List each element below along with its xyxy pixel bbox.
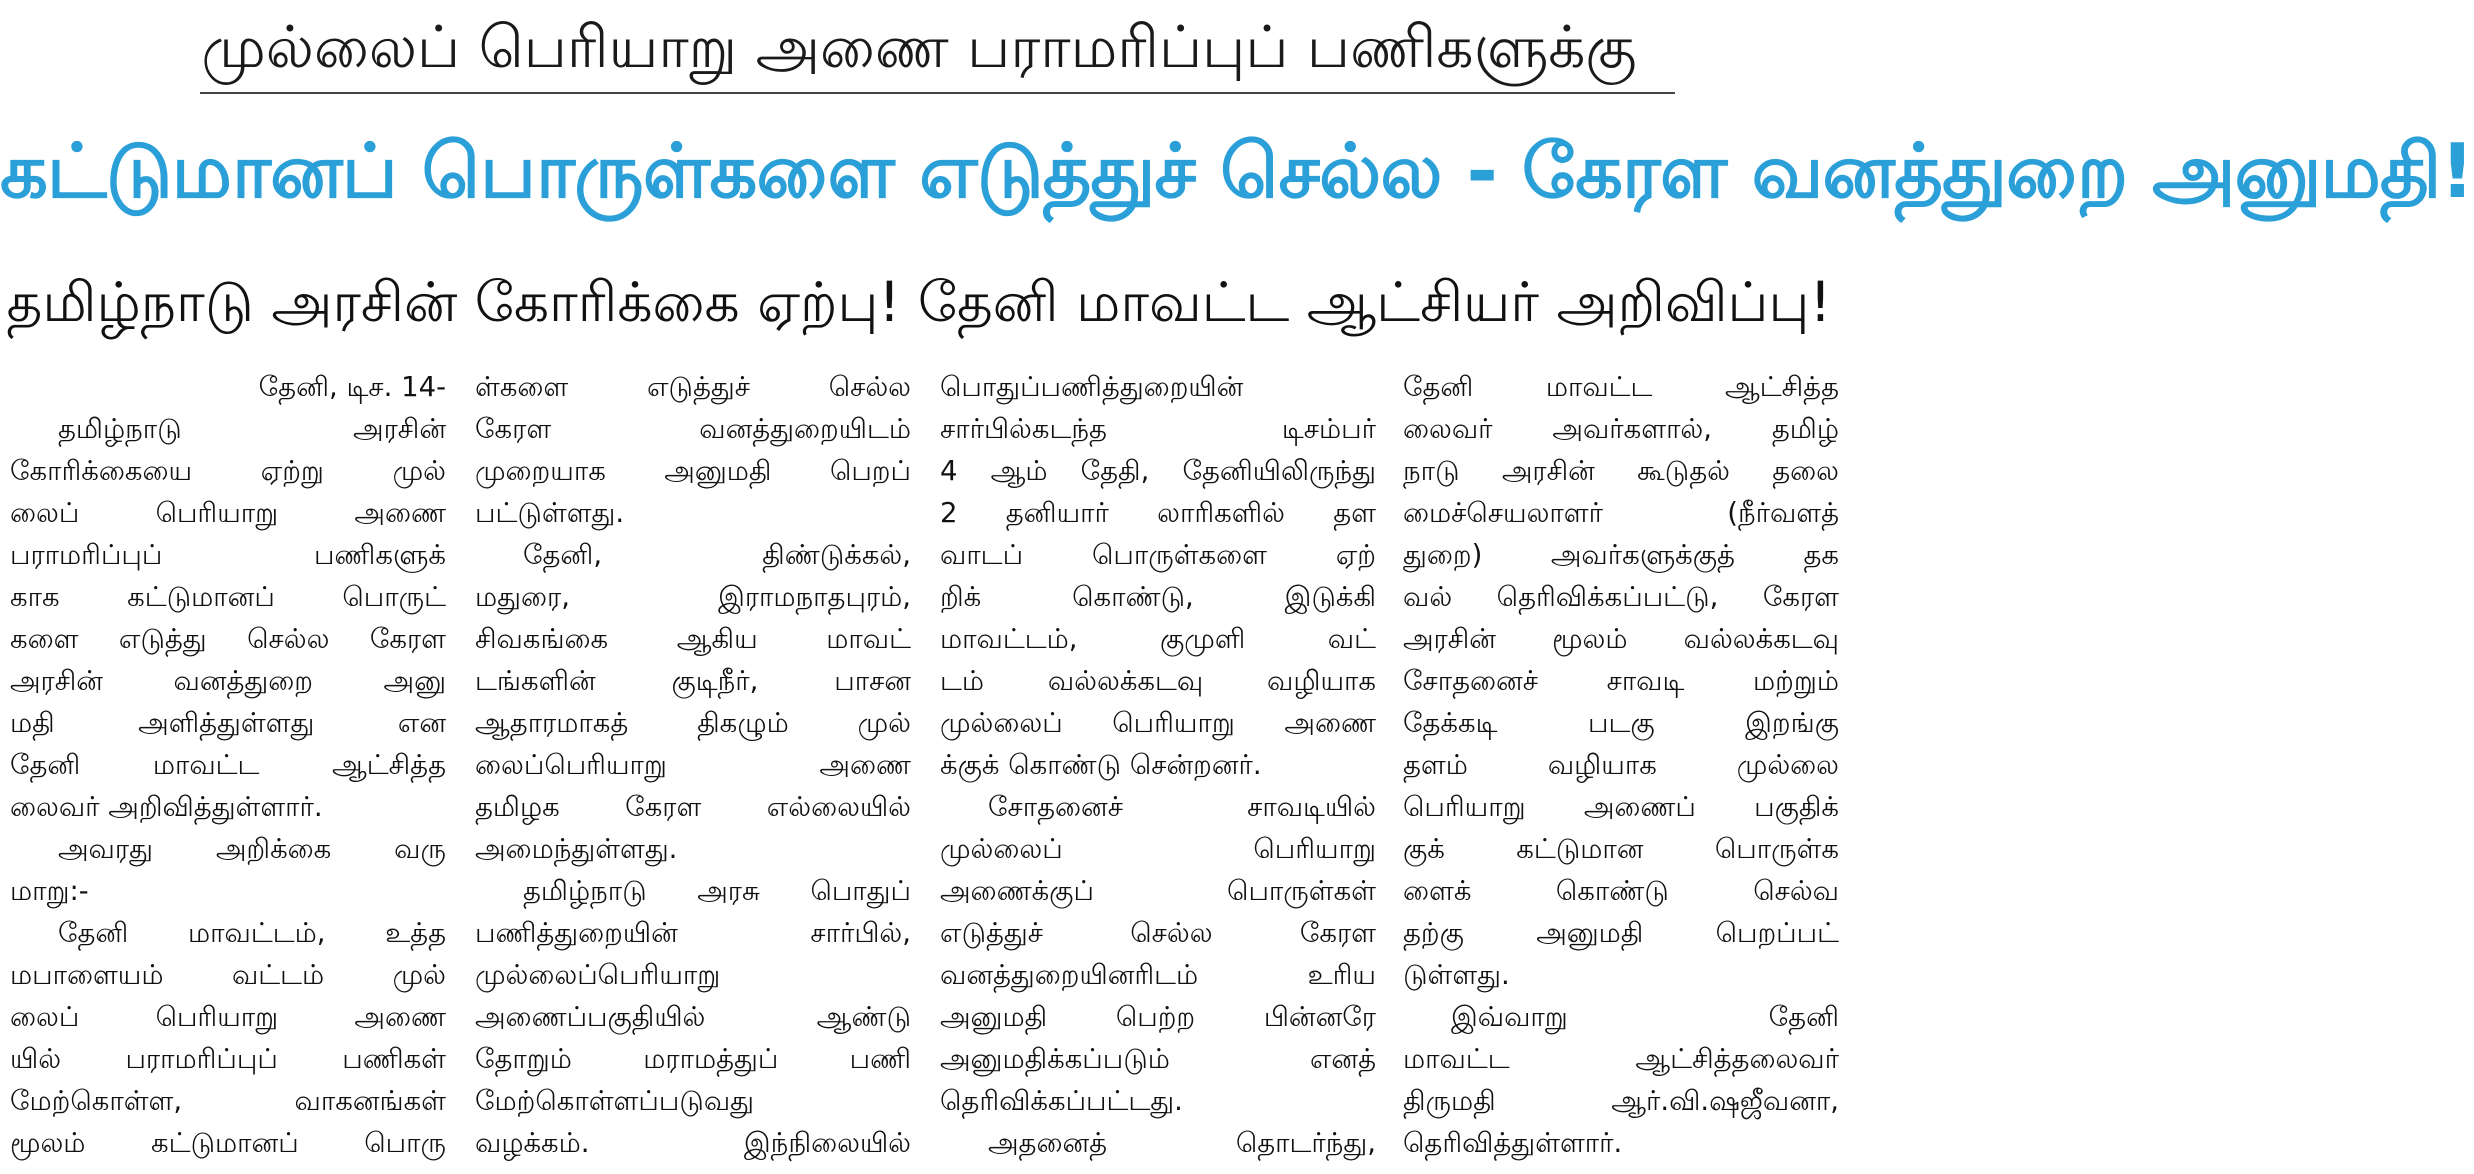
- column-line: அவரது அறிக்கை வரு: [58, 833, 446, 865]
- column-line: வாடப் பொருள்களை ஏற்: [940, 539, 1376, 571]
- column-line: அணைப்பகுதியில் ஆண்டு: [475, 1001, 911, 1033]
- article-kicker: முல்லைப் பெரியாறு அணை பராமரிப்புப் பணிகளுக்கு: [201, 13, 1637, 81]
- column-line: வனத்துறையினரிடம் உரிய: [940, 959, 1376, 991]
- column-line: பராமரிப்புப் பணிகளுக்: [10, 539, 446, 571]
- column-line: எடுத்துச் செல்ல கேரள: [940, 917, 1376, 949]
- column-line: முல்லைப் பெரியாறு அணை: [940, 707, 1376, 739]
- column-line: சோதனைச் சாவடி மற்றும்: [1403, 665, 1839, 697]
- column-line: அதனைத் தொடர்ந்து,: [988, 1127, 1376, 1159]
- column-line: லைப் பெரியாறு அணை: [10, 1001, 446, 1033]
- kicker-divider: [200, 92, 1675, 94]
- column-line: சார்பில்கடந்த டிசம்பர்: [940, 413, 1376, 445]
- column-line: மேற்கொள்ள, வாகனங்கள்: [10, 1085, 446, 1117]
- column-line: டுள்ளது.: [1403, 959, 1510, 991]
- column-line: சோதனைச் சாவடியில்: [988, 791, 1376, 823]
- column-line: திருமதி ஆர்.வி.ஷஜீவனா,: [1403, 1085, 1839, 1117]
- column-line: முல்லைப் பெரியாறு: [940, 833, 1376, 865]
- article-column-3: [940, 366, 1376, 1174]
- article-subhead: தமிழ்நாடு அரசின் கோரிக்கை ஏற்பு! தேனி மாவட்ட ஆட்சியர் அறிவிப்பு!: [6, 270, 1832, 334]
- column-line: தேக்கடி படகு இறங்கு: [1403, 707, 1839, 739]
- column-line: றிக் கொண்டு, இடுக்கி: [940, 581, 1376, 613]
- article-column-4: [1403, 366, 1839, 1174]
- column-line: அனுமதிக்கப்படும் எனத்: [940, 1043, 1376, 1075]
- column-line: குக் கட்டுமான பொருள்க: [1403, 833, 1839, 865]
- column-line: களை எடுத்து செல்ல கேரள: [10, 623, 446, 655]
- column-line: மபாளையம் வட்டம் முல்: [10, 959, 446, 991]
- column-line: தமிழ்நாடு அரசு பொதுப்: [523, 875, 911, 907]
- column-line: பெரியாறு அணைப் பகுதிக்: [1403, 791, 1839, 823]
- column-line: இவ்வாறு தேனி: [1451, 1001, 1839, 1033]
- column-line: சிவகங்கை ஆகிய மாவட்: [475, 623, 911, 655]
- column-line: தற்கு அனுமதி பெறப்பட்: [1403, 917, 1839, 949]
- column-line: டம் வல்லக்கடவு வழியாக: [940, 665, 1376, 697]
- column-line: மாவட்ட ஆட்சித்தலைவர்: [1403, 1043, 1839, 1075]
- column-line: ளைக் கொண்டு செல்வ: [1403, 875, 1839, 907]
- column-line: மதுரை, இராமநாதபுரம்,: [475, 581, 911, 613]
- column-line: அணைக்குப் பொருள்கள்: [940, 875, 1376, 907]
- column-line: காக கட்டுமானப் பொருட்: [10, 581, 446, 613]
- column-line: அனுமதி பெற்ற பின்னரே: [940, 1001, 1376, 1033]
- column-line: பணித்துறையின் சார்பில்,: [475, 917, 911, 949]
- column-line: கோரிக்கையை ஏற்று முல்: [10, 455, 446, 487]
- column-line: மூலம் கட்டுமானப் பொரு: [10, 1127, 446, 1159]
- column-line: தளம் வழியாக முல்லை: [1403, 749, 1839, 781]
- column-line: லைவர் அவர்களால், தமிழ்: [1403, 413, 1839, 445]
- column-line: முல்லைப்பெரியாறு: [475, 959, 721, 991]
- column-line: துறை) அவர்களுக்குத் தக: [1403, 539, 1839, 571]
- column-line: க்குக் கொண்டு சென்றனர்.: [940, 749, 1262, 781]
- column-line: டங்களின் குடிநீர், பாசன: [475, 665, 911, 697]
- column-line: தேனி மாவட்ட ஆட்சித்த: [10, 749, 446, 781]
- article-headline: கட்டுமானப் பொருள்களை எடுத்துச் செல்ல - கேரள வனத்துறை அனுமதி!: [0, 127, 2474, 215]
- column-line: மைச்செயலாளர் (நீர்வளத்: [1403, 497, 1839, 529]
- column-line: வல் தெரிவிக்கப்பட்டு, கேரள: [1403, 581, 1839, 613]
- column-line: லைப் பெரியாறு அணை: [10, 497, 446, 529]
- column-line: நாடு அரசின் கூடுதல் தலை: [1403, 455, 1839, 487]
- column-line: அரசின் வனத்துறை அனு: [10, 665, 446, 697]
- column-line: தேனி மாவட்ட ஆட்சித்த: [1403, 371, 1839, 403]
- column-line: முறையாக அனுமதி பெறப்: [475, 455, 911, 487]
- column-line: மாறு:-: [10, 875, 89, 907]
- column-line: தோறும் மராமத்துப் பணி: [475, 1043, 911, 1075]
- column-line: தெரிவிக்கப்பட்டது.: [940, 1085, 1183, 1117]
- column-line: மாவட்டம், குமுளி வட்: [940, 623, 1376, 655]
- article-column-2: [475, 366, 911, 1174]
- column-line: ஆதாரமாகத் திகழும் முல்: [475, 707, 911, 739]
- column-line: லைவர் அறிவித்துள்ளார்.: [10, 791, 323, 823]
- column-line: பட்டுள்ளது.: [475, 497, 625, 529]
- column-line: அமைந்துள்ளது.: [475, 833, 678, 865]
- column-line: தேனி, திண்டுக்கல்,: [523, 539, 911, 571]
- column-line: கேரள வனத்துறையிடம்: [475, 413, 911, 445]
- column-line: தெரிவித்துள்ளார்.: [1403, 1127, 1623, 1159]
- column-line: அரசின் மூலம் வல்லக்கடவு: [1403, 623, 1839, 655]
- column-line: பொதுப்பணித்துறையின்: [940, 371, 1244, 403]
- column-line: தமிழ்நாடு அரசின்: [58, 413, 446, 445]
- column-line: மதி அளித்துள்ளது என: [10, 707, 446, 739]
- column-line: தேனி, டிச. 14-: [258, 371, 446, 403]
- article-column-1: [10, 366, 446, 1174]
- column-line: யில் பராமரிப்புப் பணிகள்: [10, 1043, 446, 1075]
- column-line: தமிழக கேரள எல்லையில்: [475, 791, 911, 823]
- column-line: 2 தனியார் லாரிகளில் தள: [940, 497, 1376, 529]
- column-line: தேனி மாவட்டம், உத்த: [58, 917, 446, 949]
- column-line: வழக்கம். இந்நிலையில்: [475, 1127, 911, 1159]
- column-line: 4 ஆம் தேதி, தேனியிலிருந்து: [940, 455, 1376, 487]
- column-line: மேற்கொள்ளப்படுவது: [475, 1085, 755, 1117]
- column-line: லைப்பெரியாறு அணை: [475, 749, 911, 781]
- column-line: ள்களை எடுத்துச் செல்ல: [475, 371, 911, 403]
